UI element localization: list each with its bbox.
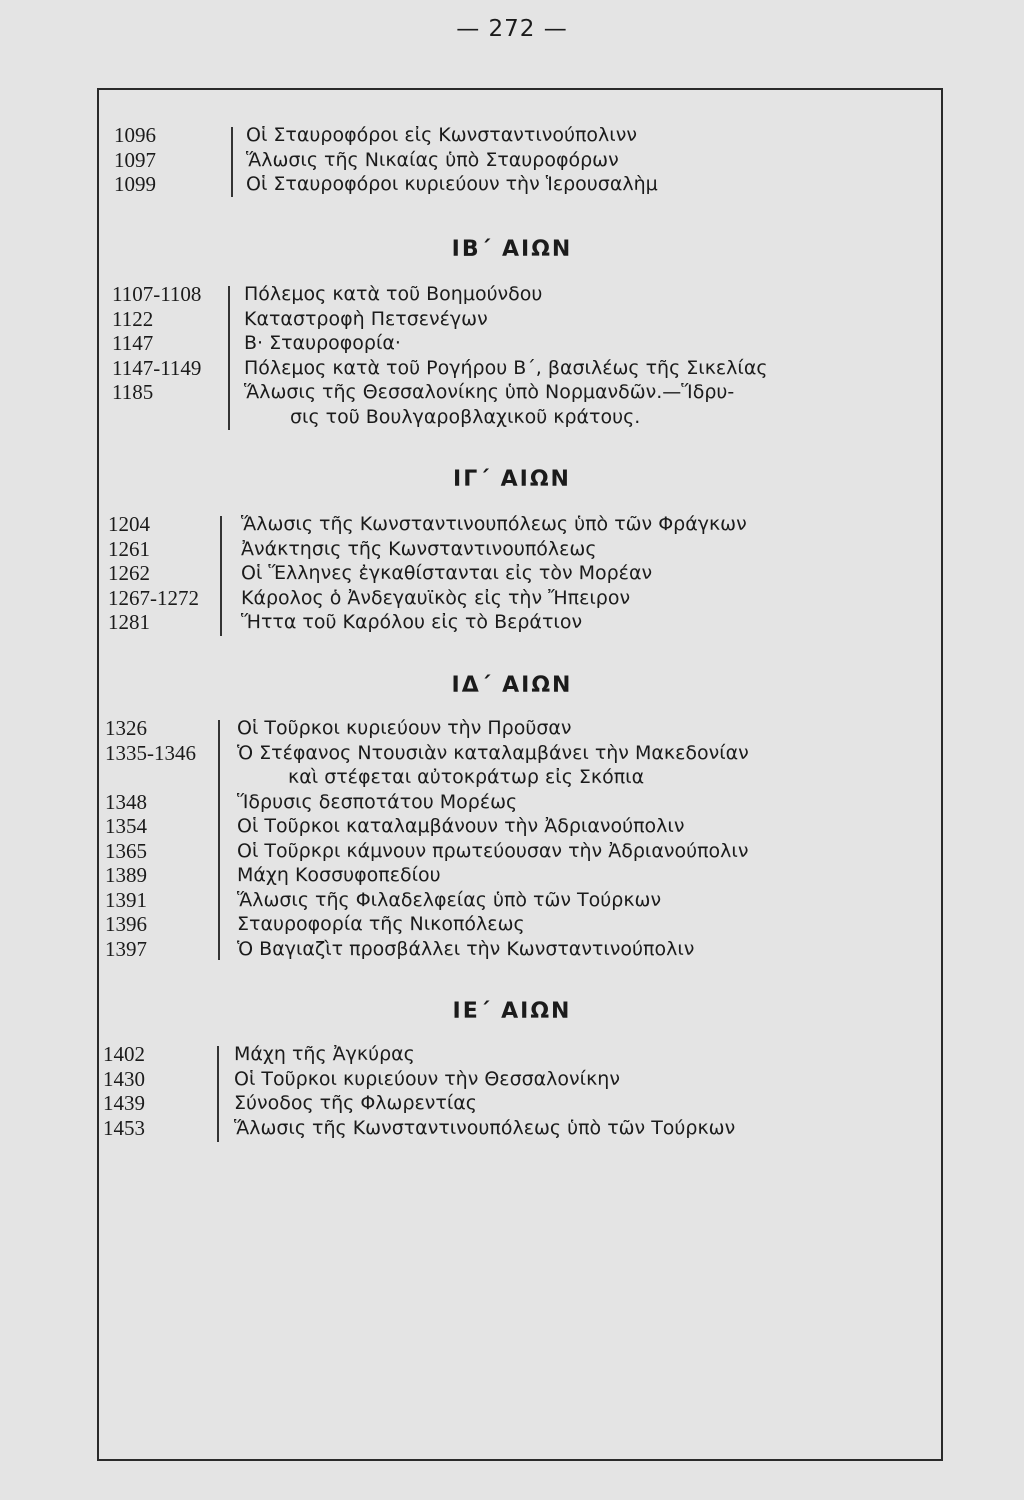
- section-11th-century: [0, 123, 1024, 197]
- section-14th-century: [0, 716, 1024, 961]
- entry-text: Οἱ Τοῦρκρι κάμνουν πρωτεύουσαν τὴν Ἀδριανούπολιν: [237, 839, 749, 862]
- entry-text: Κάρολος ὁ Ἀνδεγαυϊκὸς εἰς τὴν Ἤπειρον: [241, 586, 631, 609]
- entry-year: 1430: [103, 1066, 145, 1091]
- section-heading: ΙΒ΄ ΑΙΩΝ: [451, 237, 573, 262]
- entry-text: Οἱ Σταυροφόροι κυριεύουν τὴν Ἱερουσαλὴμ: [246, 173, 658, 195]
- entry-year: 1261: [108, 536, 150, 561]
- entry-year: 1389: [105, 863, 147, 887]
- entry-year: 1185: [112, 380, 154, 404]
- entry-year: 1348: [105, 789, 147, 814]
- entry-year: 1147: [112, 331, 154, 355]
- timeline-entry: [0, 790, 1024, 815]
- entry-text: σις τοῦ Βουλγαροβλαχικοῦ κράτους.: [290, 405, 641, 428]
- entry-year: 1099: [114, 172, 156, 196]
- entry-text: Ὁ Βαγιαζὶτ προσβάλλει τὴν Κωνσταντινούπολιν: [237, 937, 695, 960]
- section-15th-century: [0, 1042, 1024, 1140]
- entry-text: Β· Σταυροφορία·: [244, 332, 401, 354]
- timeline-entry: [0, 123, 1024, 148]
- entry-year: 1204: [108, 512, 150, 536]
- timeline-entry: [0, 1116, 1024, 1141]
- entry-text: καὶ στέφεται αὐτοκράτωρ εἰς Σκόπια: [288, 766, 645, 788]
- entry-text: Ἅλωσις τῆς Φιλαδελφείας ὑπὸ τῶν Τούρκων: [237, 888, 662, 911]
- entry-year: 1281: [108, 610, 150, 634]
- entry-text: Πόλεμος κατὰ τοῦ Ρογήρου Β΄, βασιλέως τῆς Σικελίας: [244, 356, 768, 379]
- timeline-entry: [0, 839, 1024, 864]
- entry-year: 1365: [105, 838, 147, 863]
- entry-text: Καταστροφὴ Πετσενέγων: [244, 307, 488, 330]
- entry-text: Οἱ Σταυροφόροι εἰς Κωνσταντινούπολινν: [246, 124, 637, 146]
- timeline-entry: [0, 537, 1024, 562]
- timeline-entry: [0, 307, 1024, 332]
- section-12th-century: [0, 282, 1024, 429]
- section-heading: ΙΓ΄ ΑΙΩΝ: [453, 467, 571, 492]
- timeline-entry: [0, 1091, 1024, 1116]
- timeline-entry: [0, 282, 1024, 307]
- page-number: — 272 —: [456, 16, 568, 42]
- timeline-entry: [0, 172, 1024, 197]
- entry-text: Ἀνάκτησις τῆς Κωνσταντινουπόλεως: [241, 537, 597, 560]
- timeline-entry: [0, 512, 1024, 537]
- timeline-entry: [0, 148, 1024, 173]
- timeline-entry: [0, 356, 1024, 381]
- timeline-entry: [0, 741, 1024, 766]
- section-heading: ΙΔ΄ ΑΙΩΝ: [451, 673, 573, 698]
- entry-text: Ἅλωσις τῆς Κωνσταντινουπόλεως ὑπὸ τῶν Τούρκων: [234, 1116, 736, 1139]
- entry-text: Μάχη Κοσσυφοπεδίου: [237, 864, 441, 886]
- entry-year: 1335-1346: [105, 740, 196, 765]
- timeline-entry: [0, 610, 1024, 635]
- section-13th-century: [0, 512, 1024, 635]
- timeline-entry-continuation: [0, 405, 1024, 430]
- timeline-entry: [0, 716, 1024, 741]
- timeline-entry: [0, 1067, 1024, 1092]
- timeline-entry-continuation: [0, 765, 1024, 790]
- timeline-entry: [0, 586, 1024, 611]
- entry-text: Οἱ Τοῦρκοι καταλαμβάνουν τὴν Ἀδριανούπολιν: [237, 815, 685, 837]
- entry-year: 1262: [108, 561, 150, 585]
- entry-year: 1096: [114, 123, 156, 147]
- entry-text: Ἥττα τοῦ Καρόλου εἰς τὸ Βεράτιον: [241, 611, 583, 633]
- entry-text: Ἅλωσις τῆς Νικαίας ὑπὸ Σταυροφόρων: [246, 148, 619, 171]
- entry-year: 1396: [105, 912, 147, 936]
- entry-year: 1267-1272: [108, 585, 199, 610]
- entry-year: 1397: [105, 936, 147, 961]
- entry-year: 1326: [105, 716, 147, 740]
- timeline-entry: [0, 1042, 1024, 1067]
- entry-text: Οἱ Ἕλληνες ἐγκαθίστανται εἰς τὸν Μορέαν: [241, 562, 653, 584]
- entry-text: Σταυροφορία τῆς Νικοπόλεως: [237, 913, 525, 935]
- entry-year: 1453: [103, 1115, 145, 1140]
- entry-text: Ἅλωσις τῆς Κωνσταντινουπόλεως ὑπὸ τῶν Φράγκων: [241, 513, 747, 535]
- entry-text: Οἱ Τοῦρκοι κυριεύουν τὴν Προῦσαν: [237, 717, 572, 739]
- entry-text: Οἱ Τοῦρκοι κυριεύουν τὴν Θεσσαλονίκην: [234, 1067, 620, 1090]
- timeline-entry: [0, 888, 1024, 913]
- entry-year: 1107-1108: [112, 282, 202, 306]
- timeline-entry: [0, 937, 1024, 962]
- timeline-entry: [0, 912, 1024, 937]
- entry-text: Ἵδρυσις δεσποτάτου Μορέως: [237, 790, 518, 813]
- timeline-entry: [0, 561, 1024, 586]
- entry-year: 1122: [112, 306, 154, 331]
- entry-year: 1147-1149: [112, 355, 202, 380]
- timeline-entry: [0, 863, 1024, 888]
- entry-year: 1439: [103, 1091, 145, 1115]
- entry-year: 1097: [114, 147, 156, 172]
- timeline-entry: [0, 331, 1024, 356]
- entry-text: Σύνοδος τῆς Φλωρεντίας: [234, 1092, 477, 1114]
- section-heading: ΙΕ΄ ΑΙΩΝ: [452, 999, 572, 1024]
- entry-text: Ὁ Στέφανος Ντουσιὰν καταλαμβάνει τὴν Μακεδονίαν: [237, 741, 749, 764]
- entry-year: 1402: [103, 1042, 145, 1066]
- timeline-entry: [0, 380, 1024, 405]
- entry-year: 1391: [105, 887, 147, 912]
- entry-text: Ἅλωσις τῆς Θεσσαλονίκης ὑπὸ Νορμανδῶν.—Ἵδρυ-: [244, 381, 735, 403]
- timeline-entry: [0, 814, 1024, 839]
- entry-year: 1354: [105, 814, 147, 838]
- entry-text: Μάχη τῆς Ἀγκύρας: [234, 1043, 415, 1065]
- entry-text: Πόλεμος κατὰ τοῦ Βοημούνδου: [244, 283, 543, 305]
